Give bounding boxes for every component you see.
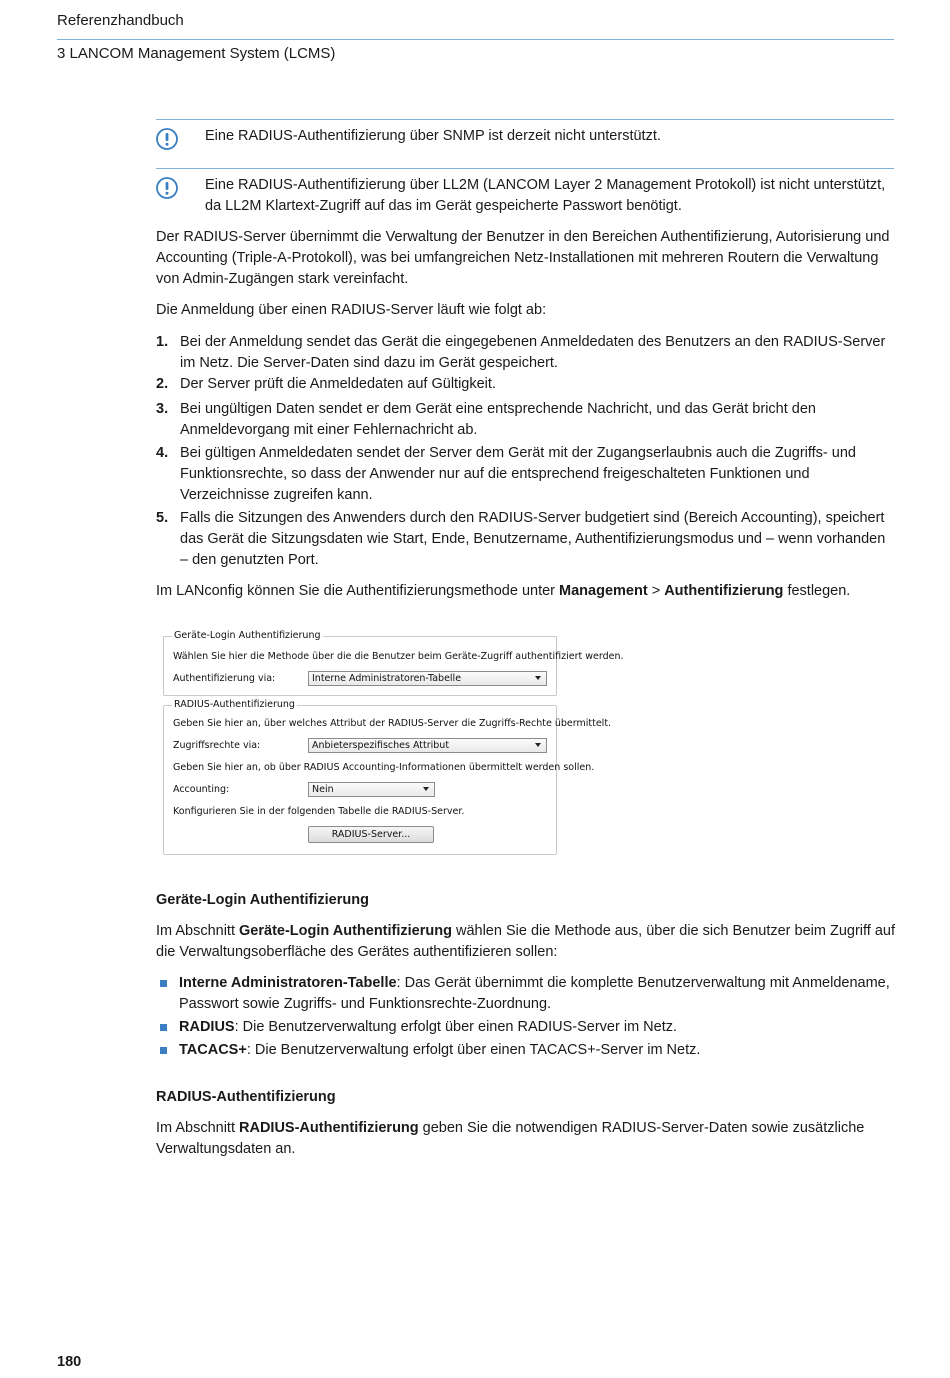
step-number: 2. (156, 376, 169, 392)
warning-exclamation-icon (156, 128, 178, 150)
chevron-down-icon (535, 676, 541, 680)
group-device-login-auth (163, 630, 624, 696)
auth-via-label: Authentifizierung via: (173, 673, 276, 684)
note-text: Eine RADIUS-Authentifizierung über LL2M (LANCOM Layer 2 Management Protokoll) ist nicht unterstützt, da LL2M Klartext-Zugriff auf das im Gerät gespeicherte Passwort benötigt. (205, 177, 886, 214)
step-number: 5. (156, 510, 169, 526)
running-header-chapter: 3 LANCOM Management System (LCMS) (57, 45, 336, 62)
section-paragraph: Im Abschnitt RADIUS-Authentifizierung geben Sie die notwendigen RADIUS-Server-Daten sowie zusätzliche Verwaltungsdaten an. (156, 1120, 865, 1157)
step-number: 1. (156, 334, 169, 350)
intro-paragraph: Der RADIUS-Server übernimmt die Verwaltung der Benutzer in den Bereichen Authentifizierung, Autorisierung und Accounting (Triple-A-Protokoll), was bei umfangreichen Netz-Installationen mit mehreren Routern die Verwaltung von Admin-Zugängen stark vereinfacht. (156, 229, 890, 287)
group-description: Geben Sie hier an, über welches Attribut der RADIUS-Server die Zugriffs-Rechte übermittelt. (173, 718, 612, 729)
group-legend: Geräte-Login Authentifizierung (174, 630, 321, 641)
bullet-square-icon (160, 1024, 167, 1031)
bullet-square-icon (160, 1047, 167, 1054)
note-ll2m (156, 168, 894, 219)
rights-via-select[interactable]: Anbieterspezifisches Attribut (308, 738, 547, 753)
step-text: Bei gültigen Anmeldedaten sendet der Server dem Gerät mit der Zugangserlaubnis auch die Zugriffs- und Funktionsrechte, so dass der Anwender nur auf die entsprechend freigeschalteten Funktionen und Verzeichnisse zugreifen kann. (180, 445, 856, 503)
lanconfig-dialog-screenshot (163, 628, 624, 855)
note-snmp (156, 119, 894, 166)
group-description: Geben Sie hier an, ob über RADIUS Accounting-Informationen übermittelt werden sollen. (173, 762, 595, 773)
page-number: 180 (57, 1354, 82, 1370)
accounting-label: Accounting: (173, 784, 230, 795)
group-radius-auth (163, 699, 612, 855)
group-legend: RADIUS-Authentifizierung (174, 699, 295, 710)
menu-path-authentication: Authentifizierung (664, 583, 784, 599)
section-paragraph: Im Abschnitt Geräte-Login Authentifizierung wählen Sie die Methode aus, über die sich Benutzer beim Zugriff auf die Verwaltungsoberfläche des Gerätes authentifizieren sollen: (156, 923, 895, 960)
lanconfig-paragraph: Im LANconfig können Sie die Authentifizierungsmethode unter Management > Authentifizierung festlegen. (156, 583, 851, 599)
menu-path-management: Management (559, 583, 648, 599)
accounting-select[interactable]: Nein (308, 782, 435, 797)
intro-list-lead: Die Anmeldung über einen RADIUS-Server läuft wie folgt ab: (156, 302, 547, 318)
step-number: 3. (156, 401, 169, 417)
auth-via-select[interactable]: Interne Administratoren-Tabelle (308, 671, 547, 686)
section-heading: Geräte-Login Authentifizierung (156, 892, 369, 908)
radius-server-button[interactable]: RADIUS-Server... (308, 826, 434, 843)
warning-exclamation-icon (156, 177, 178, 199)
step-text: Bei ungültigen Daten sendet er dem Gerät eine entsprechende Nachricht, und das Gerät bricht den Anmeldevorgang mit einer Fehlernachricht ab. (180, 401, 816, 438)
group-description: Konfigurieren Sie in der folgenden Tabelle die RADIUS-Server. (173, 806, 465, 817)
chevron-down-icon (535, 743, 541, 747)
section-heading: RADIUS-Authentifizierung (156, 1089, 336, 1105)
note-text: Eine RADIUS-Authentifizierung über SNMP ist derzeit nicht unterstützt. (205, 128, 661, 144)
bullet-square-icon (160, 980, 167, 987)
rights-via-label: Zugriffsrechte via: (173, 740, 261, 751)
step-text: Bei der Anmeldung sendet das Gerät die eingegebenen Anmeldedaten des Benutzers an den RADIUS-Server im Netz. Die Server-Daten sind dazu im Gerät gespeichert. (180, 334, 886, 371)
header-divider (57, 39, 894, 40)
group-description: Wählen Sie hier die Methode über die die Benutzer beim Geräte-Zugriff authentifiziert werden. (173, 651, 624, 662)
step-number: 4. (156, 445, 169, 461)
step-text: Der Server prüft die Anmeldedaten auf Gültigkeit. (180, 376, 496, 392)
chevron-down-icon (423, 787, 429, 791)
step-text: Falls die Sitzungen des Anwenders durch den RADIUS-Server budgetiert sind (Bereich Accounting), speichert das Gerät die Sitzungsdaten wie Start, Ende, Benutzername, Authentifizierungsmodus und – wenn vorhanden – den genutzten Port. (180, 510, 886, 568)
running-header-title: Referenzhandbuch (57, 12, 184, 29)
